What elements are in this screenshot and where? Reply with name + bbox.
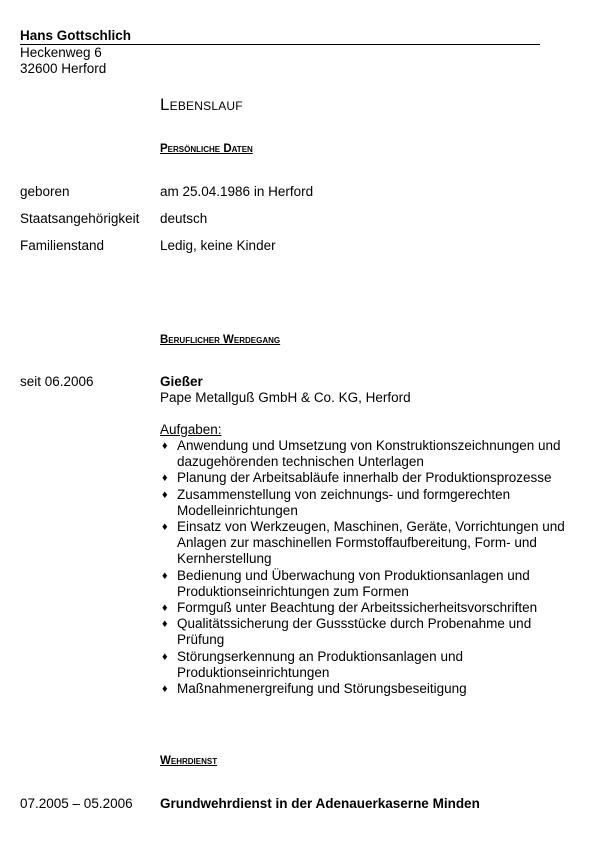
letterhead [20, 28, 540, 77]
list-item: ♦ Maßnahmenergreifung und Störungsbeseitigung [160, 681, 570, 697]
section-career-heading: Beruflicher Werdegang [160, 334, 281, 346]
job-title: Gießer [160, 374, 203, 389]
task-list [160, 438, 570, 697]
military-description: Grundwehrdienst in der Adenauerkaserne Minden [160, 796, 480, 811]
address-city: 32600 Herford [20, 61, 107, 76]
list-item: ♦ Planung der Arbeitsabläufe innerhalb der Produktionsprozesse [160, 470, 570, 486]
address-street: Heckenweg 6 [20, 45, 102, 60]
company-name: Pape Metallguß GmbH & Co. KG, Herford [160, 390, 411, 405]
personal-label: geboren [20, 184, 70, 199]
career-entry [160, 374, 570, 697]
personal-value: am 25.04.1986 in Herford [160, 184, 314, 199]
military-date: 07.2005 – 05.2006 [20, 796, 133, 811]
section-military-heading: Wehrdienst [160, 755, 218, 767]
list-item: ♦ Störungserkennung an Produktionsanlagen und Produktionseinrichtungen [160, 649, 570, 681]
personal-label: Familienstand [20, 238, 105, 253]
list-item: ♦ Anwendung und Umsetzung von Konstruktionszeichnungen und dazugehörenden technischen Unterlagen [160, 438, 570, 470]
list-item: ♦ Zusammenstellung von zeichnungs- und formgerechten Modelleinrichtungen [160, 487, 570, 519]
document-title: Lebenslauf [160, 95, 243, 114]
list-item: ♦ Formguß unter Beachtung der Arbeitssicherheitsvorschriften [160, 600, 570, 616]
personal-value: deutsch [160, 211, 208, 226]
tasks-label: Aufgaben: [160, 422, 222, 437]
list-item: ♦ Einsatz von Werkzeugen, Maschinen, Geräte, Vorrichtungen und Anlagen zur maschinellen Formstoffaufbereitung, Form- und Kernherstellung [160, 519, 570, 568]
section-personal-heading: Persönliche Daten [160, 143, 253, 155]
personal-label: Staatsangehörigkeit [20, 211, 140, 226]
career-date: seit 06.2006 [20, 374, 94, 389]
applicant-name: Hans Gottschlich [20, 28, 540, 45]
list-item: ♦ Bedienung und Überwachung von Produktionsanlagen und Produktionseinrichtungen zum Formen [160, 568, 570, 600]
personal-value: Ledig, keine Kinder [160, 238, 276, 253]
list-item: ♦ Qualitätssicherung der Gussstücke durch Probenahme und Prüfung [160, 616, 570, 648]
